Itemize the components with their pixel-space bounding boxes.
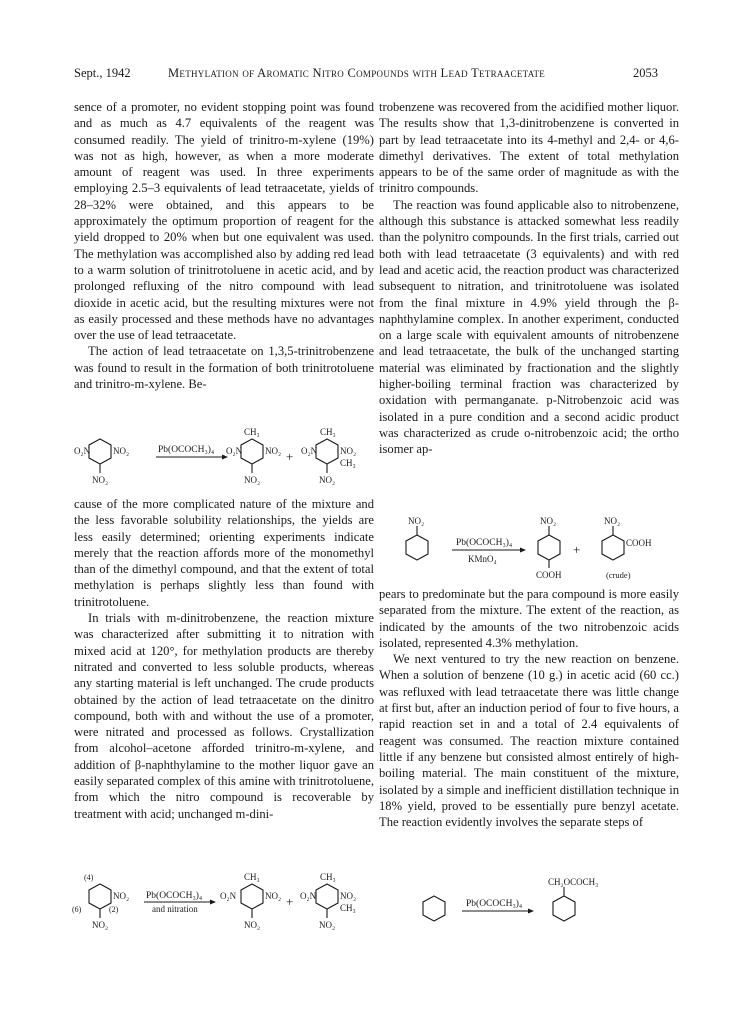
page-number: 2053 — [633, 66, 658, 80]
substituent-label: NO₂ — [408, 516, 425, 526]
running-date: Sept., 1942 — [74, 66, 131, 80]
reagent-label: Pb(OCOCH₃)₄ — [456, 538, 513, 548]
reaction-scheme-trinitrobenzene — [72, 428, 372, 490]
position-label: (2) — [109, 905, 119, 914]
reaction-scheme-nitrobenzene — [392, 515, 682, 581]
substituent-label: O₂N — [301, 446, 318, 456]
substituent-label: CH₃ — [244, 872, 260, 882]
right-column-bottom — [379, 586, 679, 830]
paragraph: The action of lead tetraacetate on 1,3,5-trinitrobenzene was found to result in the formation of both trinitrotoluene and trinitro-m-xylene. Be- — [74, 344, 374, 392]
substituent-label: NO₂ — [340, 446, 357, 456]
reagent-label: Pb(OCOCH₃)₄ — [466, 899, 523, 909]
substituent-label: CH₃ — [320, 427, 336, 437]
substituent-label: NO₂ — [540, 516, 557, 526]
left-column-top — [74, 99, 374, 392]
substituent-label: O₂N — [226, 446, 243, 456]
plus-sign: + — [286, 449, 294, 464]
substituent-label: CH₃ — [320, 872, 336, 882]
substituent-label: CH₃ — [340, 903, 356, 913]
paragraph: The reaction was found applicable also to nitrobenzene, although this substance is attacked somewhat less readily than the polynitro compounds. In the first trials, carried out both with lead tetraacetate (3 equivalents) and with red lead and acetic acid, the reaction product was characterized subsequent to nitration, and trinitrotoluene was isolated from the final mixture in 4.9% yield through the β-naphthylamine complex. In another experiment, conducted on a large scale with equivalent amounts of nitrobenzene and lead tetraacetate, the bulk of the unchanged starting material was eliminated by fractionation and the slightly higher-boiling terminal fraction was characterized by oxidation with permanganate. p-Nitrobenzoic acid was isolated in a pure condition and a second acidic product was characterized as crude o-nitrobenzoic acid; the ortho isomer ap- — [379, 197, 679, 457]
substituent-label: NO₂ — [319, 920, 336, 930]
substituent-label: NO₂ — [265, 446, 282, 456]
substituent-label: O₂N — [220, 891, 237, 901]
substituent-label: NO₂ — [92, 920, 109, 930]
paragraph: sence of a promoter, no evident stopping point was found and as much as 4.7 equivalents of the reagent was consumed readily. The yield of trinitro-m-xylene (19%) was not as high, however, as when a more moderate amount of reagent was used. In three experiments employing 2.5–3 equivalents of lead tetraacetate, yields of 28–32% were obtained, and this appears to be approximately the optimum proportion of reagent for the yield dropped to 20% when but one equivalent was used. The methylation was accomplished also by adding red lead to a warm solution of trinitrotoluene in acetic acid, and by prolonged refluxing of the nitro compound with lead dioxide in acetic acid, but the resulting mixtures were not as easily processed and these methods have no advantages over the use of lead tetraacetate. — [74, 100, 374, 343]
paragraph: trobenzene was recovered from the acidified mother liquor. The results show that 1,3-dinitrobenzene is converted in part by lead tetraacetate into its 4-methyl and 2,4- or 4,6-dimethyl derivatives. The extent of total methylation appears to be of the same order of magnitude as with the trinitro compounds. — [379, 100, 679, 196]
substituent-label: COOH — [536, 570, 562, 580]
substituent-label: NO₂ — [265, 891, 282, 901]
reagent-label: Pb(OCOCH₃)₄ — [146, 891, 203, 901]
substituent-label: NO₂ — [319, 475, 336, 485]
substituent-label: NO₂ — [244, 920, 261, 930]
substituent-label: NO₂ — [92, 475, 109, 485]
substituent-label: NO₂ — [244, 475, 261, 485]
substituent-label: O₂N — [74, 446, 91, 456]
note-label: (crude) — [606, 570, 631, 580]
running-title: Methylation of Aromatic Nitro Compounds with Lead Tetraacetate — [168, 66, 546, 80]
substituent-label: CH₃ — [340, 458, 356, 468]
substituent-label: NO₂ — [113, 446, 130, 456]
reagent-label: and nitration — [152, 904, 198, 914]
substituent-label: NO₂ — [113, 891, 130, 901]
substituent-label: NO₂ — [604, 516, 621, 526]
paragraph: cause of the more complicated nature of the mixture and the less favorable solubility relationships, the yields are less easily determined; orienting experiments indicate merely that the reaction affords more of the monomethyl than of the dimethyl compound, and that the extent of total methylation is perhaps slightly less than found with trinitrotoluene. — [74, 497, 374, 609]
reagent-label: KMnO₄ — [468, 554, 497, 564]
position-label: (4) — [84, 873, 94, 882]
paragraph: In trials with m-dinitrobenzene, the reaction mixture was characterized after submitting it to nitration with mixed acid at 120°, for methylation products are thereby nitrated and converted to less soluble products, whereas any starting material is left unchanged. The crude products obtained by the action of lead tetraacetate on the dinitro compound, both with and without the use of a promoter, were nitrated and processed as follows. Crystallization from alcohol–acetone afforded trinitro-m-xylene, and addition of β-naphthylamine to the mother liquor gave an easily separated complex of this amine with trinitrotoluene, from which the nitro compound is recoverable by treatment with acid; unchanged m-dini- — [74, 611, 374, 821]
right-column-top — [379, 99, 679, 458]
substituent-label: NO₂ — [340, 891, 357, 901]
plus-sign: + — [573, 542, 581, 557]
reagent-label: Pb(OCOCH₃)₄ — [158, 445, 215, 455]
substituent-label: CH₂OCOCH₃ — [548, 877, 599, 887]
substituent-label: CH₃ — [244, 427, 260, 437]
reaction-scheme-benzene — [416, 876, 666, 938]
paragraph: We next ventured to try the new reaction on benzene. When a solution of benzene (10 g.) in acetic acid (60 cc.) was refluxed with lead tetraacetate there was little change at first but, after an induction period of four to five hours, a rapid reaction set in and a total of 2.4 equivalents of reagent was consumed. The reaction mixture contained little if any benzene but consisted almost entirely of high-boiling material. The main constituent of the mixture, isolated by a simple and inefficient distillation technique in 18% yield, proved to be essentially pure benzyl acetate. The reaction evidently involves the separate steps of — [379, 652, 679, 830]
plus-sign: + — [286, 894, 294, 909]
left-column-bottom — [74, 496, 374, 822]
paragraph: pears to predominate but the para compound is more easily separated from the mixture. The extent of the reaction, as indicated by the amounts of the two nitrobenzoic acids isolated, represented 4.3% methylation. — [379, 587, 679, 650]
reaction-scheme-dinitrobenzene — [72, 872, 372, 934]
substituent-label: O₂N — [300, 891, 317, 901]
position-label: (6) — [72, 905, 82, 914]
substituent-label: COOH — [626, 538, 652, 548]
